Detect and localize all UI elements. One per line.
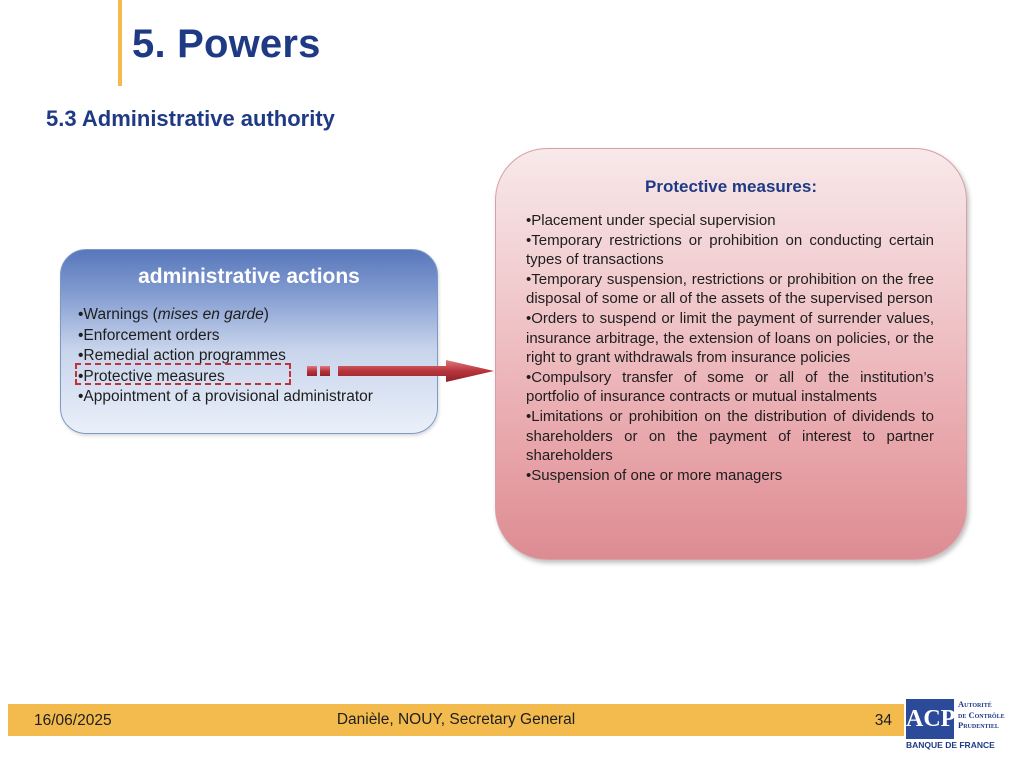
list-item: •Limitations or prohibition on the distribution of dividends to shareholders or on the payment of interest to partner shareholders <box>526 407 934 465</box>
footer-bar <box>8 704 904 736</box>
title-accent-bar <box>118 0 122 86</box>
administrative-actions-box <box>60 249 438 434</box>
protective-measures-list <box>526 211 934 485</box>
arrow-right-icon <box>300 357 500 385</box>
list-item: •Orders to suspend or limit the payment of surrender values, insurance arbitrage, the extension of loans on policies, or the right to grant withdrawals from insurance policies <box>526 309 934 367</box>
protective-measures-heading: Protective measures: <box>645 177 817 196</box>
acp-logo-text: Autorité de Contrôle Prudentiel <box>958 699 1005 730</box>
protective-measures-box <box>495 148 967 560</box>
list-item: •Temporary suspension, restrictions or prohibition on the free disposal of some or all of the assets of the supervised person <box>526 270 934 308</box>
protective-measures-highlight <box>75 363 291 385</box>
acp-logo <box>906 696 1018 754</box>
administrative-actions-heading: administrative actions <box>138 265 360 288</box>
list-item-provisional-administrator: •Appointment of a provisional administrator <box>78 388 373 405</box>
list-item-remedial-action: •Remedial action programmes <box>78 347 286 364</box>
list-item: •Placement under special supervision <box>526 212 776 229</box>
page-title: 5. Powers <box>132 22 321 66</box>
banque-de-france-label: BANQUE DE FRANCE <box>906 740 995 750</box>
page-number: 34 <box>874 712 892 729</box>
footer-date: 16/06/2025 <box>34 712 112 729</box>
section-subtitle: 5.3 Administrative authority <box>46 106 335 131</box>
list-item-protective-measures: •Protective measures <box>78 367 225 385</box>
footer-presenter: Danièle, NOUY, Secretary General <box>336 711 576 728</box>
list-item: •Temporary restrictions or prohibition on conducting certain types of transactions <box>526 231 934 269</box>
acp-logo-mark: ACP <box>906 699 954 739</box>
list-item: •Compulsory transfer of some or all of the institution’s portfolio of insurance contracts or mutual instalments <box>526 368 934 406</box>
list-item-warnings: •Warnings (mises en garde) <box>78 306 269 323</box>
list-item: •Suspension of one or more managers <box>526 466 783 484</box>
list-item-enforcement-orders: •Enforcement orders <box>78 326 220 344</box>
